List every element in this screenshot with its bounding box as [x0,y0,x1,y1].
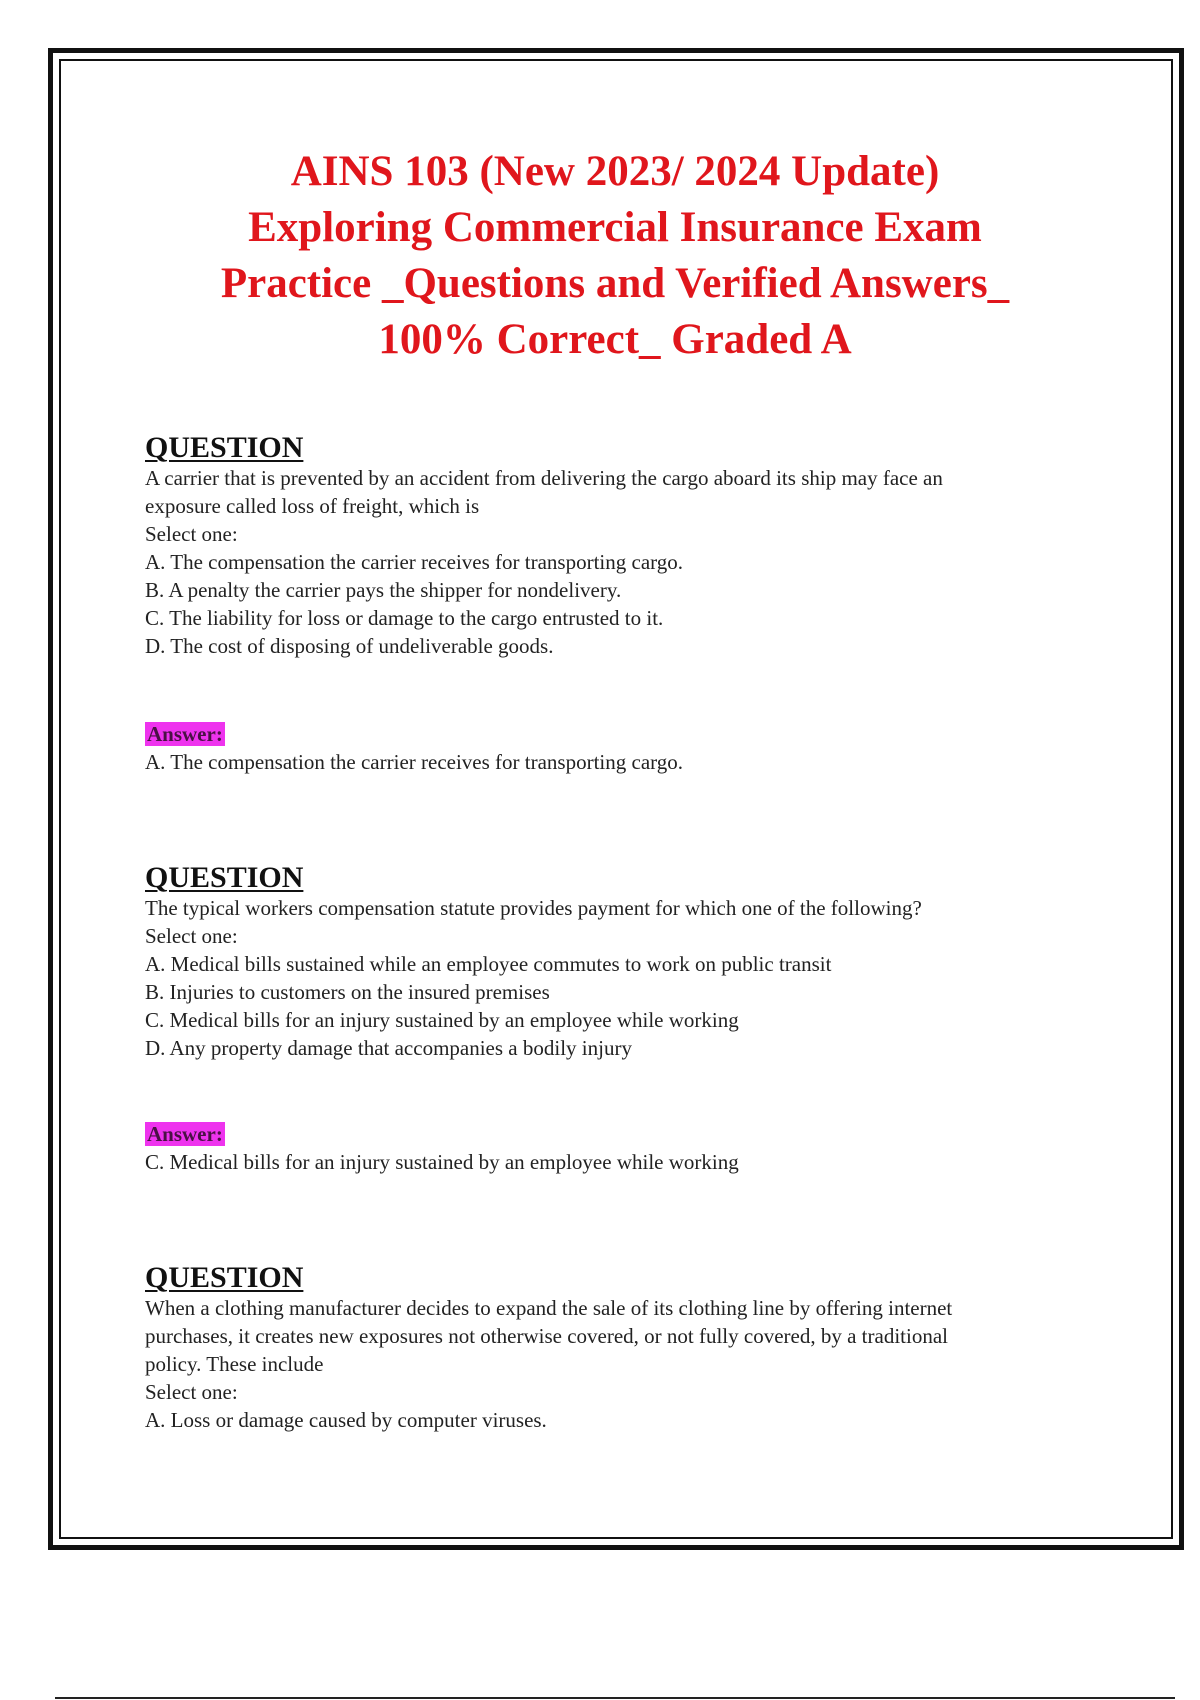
option-c: C. Medical bills for an injury sustained by an employee while working [145,1008,739,1032]
answer-label: Answer: [147,1122,223,1146]
option-b: B. A penalty the carrier pays the shipper for nondelivery. [145,578,622,602]
select-prompt: Select one: [145,1380,238,1404]
answer-block-1 [145,720,1100,776]
question-heading: QUESTION [145,431,304,464]
question-heading: QUESTION [145,861,304,894]
question-block-2 [145,862,1100,1062]
answer-label: Answer: [147,722,223,746]
option-a: A. The compensation the carrier receives for transporting cargo. [145,550,684,574]
select-prompt: Select one: [145,522,238,546]
question-text-line: exposure called loss of freight, which is [145,494,480,518]
question-block-1 [145,432,1100,660]
select-prompt: Select one: [145,924,238,948]
title-line: 100% Correct_ Graded A [378,316,852,363]
title-line: Practice _Questions and Verified Answers_ [220,260,1010,307]
question-heading: QUESTION [145,1261,304,1294]
title-line: Exploring Commercial Insurance Exam [248,204,982,251]
document-title [100,144,1130,368]
option-d: D. Any property damage that accompanies a bodily injury [145,1036,632,1060]
question-text-line: When a clothing manufacturer decides to expand the sale of its clothing line by offering internet [145,1296,953,1320]
option-b: B. Injuries to customers on the insured premises [145,980,550,1004]
question-text-line: policy. These include [145,1352,324,1376]
question-text-line [145,464,1100,492]
question-text: A carrier that is prevented by an accident from delivering the cargo aboard its ship may face an [145,466,943,490]
answer-text: A. The compensation the carrier receives for transporting cargo. [145,750,684,774]
footer-divider [55,1697,1175,1699]
answer-text: C. Medical bills for an injury sustained by an employee while working [145,1150,739,1174]
option-a: A. Loss or damage caused by computer viruses. [145,1408,547,1432]
question-text-line: purchases, it creates new exposures not otherwise covered, or not fully covered, by a traditional [145,1324,948,1348]
option-c: C. The liability for loss or damage to the cargo entrusted to it. [145,606,664,630]
title-line: AINS 103 (New 2023/ 2024 Update) [290,148,940,195]
question-text-line: The typical workers compensation statute provides payment for which one of the following? [145,896,922,920]
answer-block-2 [145,1120,1100,1176]
question-block-3 [145,1262,1100,1434]
option-d: D. The cost of disposing of undeliverable goods. [145,634,554,658]
option-a: A. Medical bills sustained while an employee commutes to work on public transit [145,952,832,976]
